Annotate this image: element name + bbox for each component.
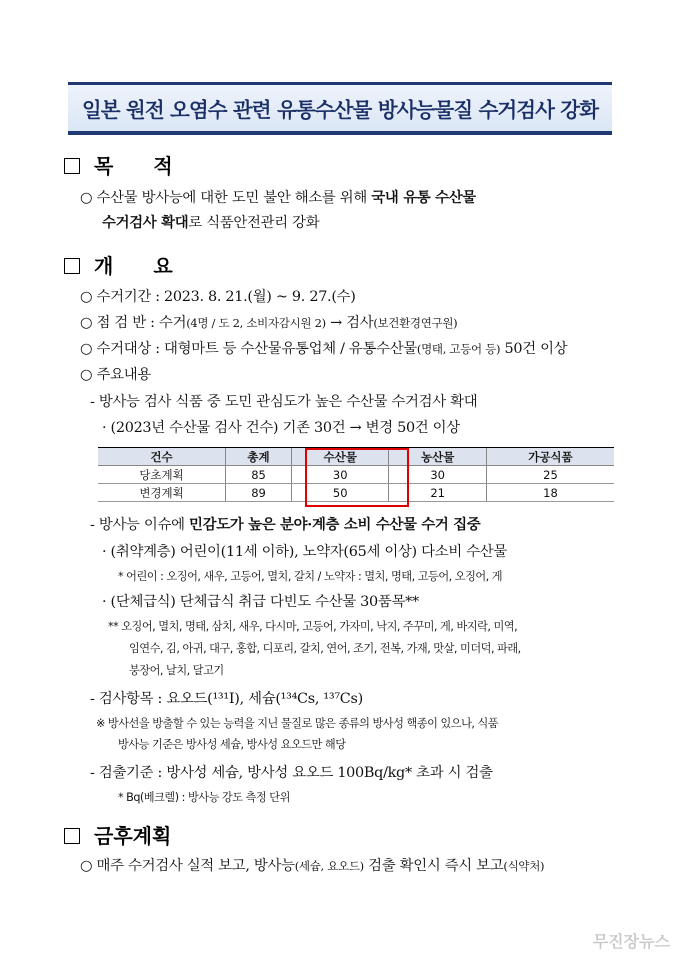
table-cell: 25 xyxy=(486,466,614,484)
table-header: 건수 xyxy=(98,448,226,466)
checkbox-square-icon xyxy=(64,258,80,274)
note-radiation-2: 방사능 기준은 방사성 세슘, 방사성 요오드만 해당 xyxy=(118,738,346,751)
detail-count: · (2023년 수산물 검사 건수) 기존 30건 → 변경 50건 이상 xyxy=(102,420,460,436)
watermark-logo: 무진장뉴스 xyxy=(592,932,670,951)
table-cell: 50 xyxy=(291,484,388,502)
checkbox-square-icon xyxy=(64,828,80,844)
overview-target: ○ 수거대상 : 대형마트 등 수산물유통업체 / 유통수산물(명태, 고등어 등) 50건 이상 xyxy=(80,341,568,357)
table-cell: 30 xyxy=(291,466,388,484)
note-vulnerable: * 어린이 : 오징어, 새우, 고등어, 멸치, 갈치 / 노약자 : 멸치, 명태, 고등어, 오징어, 게 xyxy=(118,570,503,583)
note-becquerel: * Bq(베크렐) : 방사능 강도 측정 단위 xyxy=(118,791,290,804)
detail-group-meal: · (단체급식) 단체급식 취급 다빈도 수산물 30품목** xyxy=(102,594,419,610)
table-cell: 89 xyxy=(226,484,292,502)
purpose-line-2: 수거검사 확대로 식품안전관리 강화 xyxy=(102,214,320,231)
table-header: 가공식품 xyxy=(486,448,614,466)
detail-focus: - 방사능 이슈에 민감도가 높은 분야·계층 소비 수산물 수거 집중 xyxy=(90,516,481,533)
note-group-meal-2: 임연수, 김, 아귀, 대구, 홍합, 디포리, 갈치, 연어, 조기, 전복, 가재, 맛살, 미더덕, 파래, xyxy=(129,642,521,655)
table-cell: 85 xyxy=(226,466,292,484)
title-banner xyxy=(68,82,612,135)
overview-main: ○ 주요내용 xyxy=(80,367,151,383)
table-cell: 18 xyxy=(486,484,614,502)
table-cell: 변경계획 xyxy=(98,484,226,502)
purpose-line-1: ○ 수산물 방사능에 대한 도민 불안 해소를 위해 국내 유통 수산물 xyxy=(80,189,476,206)
overview-team: ○ 점 검 반 : 수거(4명 / 도 2, 소비자감시원 2) → 검사(보건환경연구원) xyxy=(80,315,458,331)
table-header: 농산물 xyxy=(389,448,486,466)
detail-expand: - 방사능 검사 식품 중 도민 관심도가 높은 수산물 수거검사 확대 xyxy=(90,394,478,410)
table-header: 총계 xyxy=(226,448,292,466)
note-group-meal-1: ** 오징어, 멸치, 명태, 삼치, 새우, 다시마, 고등어, 가자미, 낙지, 주꾸미, 게, 바지락, 미역, xyxy=(108,620,518,633)
section-heading-overview: 개 요 xyxy=(64,250,173,279)
detail-vulnerable: · (취약계층) 어린이(11세 이하), 노약자(65세 이상) 다소비 수산물 xyxy=(102,544,508,560)
section-heading-plan: 금후계획 xyxy=(64,820,171,849)
table-cell: 21 xyxy=(389,484,486,502)
table-cell: 당초계획 xyxy=(98,466,226,484)
note-radiation-1: ※ 방사선을 방출할 수 있는 능력을 지닌 물질로 많은 종류의 방사성 핵종이 있으나, 식품 xyxy=(96,717,499,730)
checkbox-square-icon xyxy=(64,158,80,174)
table-cell: 30 xyxy=(389,466,486,484)
detail-items: - 검사항목 : 요오드(¹³¹I), 세슘(¹³⁴Cs, ¹³⁷Cs) xyxy=(90,691,363,707)
highlight-box xyxy=(305,448,409,507)
plan-line: ○ 매주 수거검사 실적 보고, 방사능(세슘, 요오드) 검출 확인시 즉시 보고(식약처) xyxy=(80,858,545,874)
overview-period: ○ 수거기간 : 2023. 8. 21.(월) ~ 9. 27.(수) xyxy=(80,289,356,305)
document-title: 일본 원전 오염수 관련 유통수산물 방사능물질 수거검사 강화 xyxy=(81,98,599,122)
table-header: 수산물 xyxy=(291,448,388,466)
note-group-meal-3: 붕장어, 날치, 달고기 xyxy=(129,664,224,677)
section-heading-purpose: 목 적 xyxy=(64,150,173,179)
detail-criteria: - 검출기준 : 방사성 세슘, 방사성 요오드 100Bq/kg* 초과 시 검출 xyxy=(90,765,493,781)
